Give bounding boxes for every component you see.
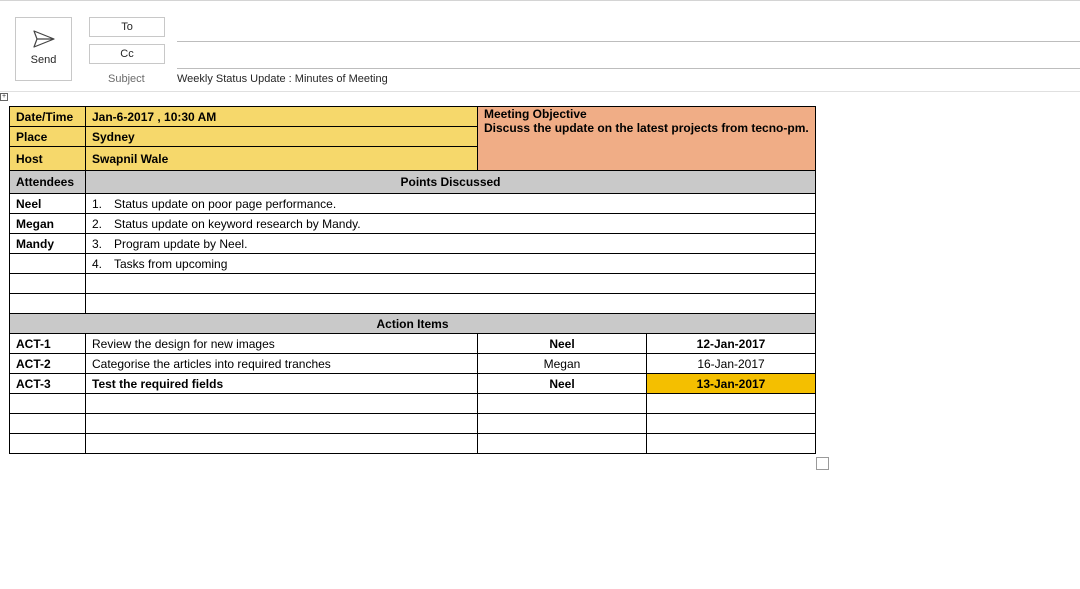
action-id: ACT-3: [10, 374, 86, 394]
table-row: [10, 194, 816, 214]
place-label: Place: [10, 127, 86, 147]
date-value: Jan-6-2017 , 10:30 AM: [86, 107, 478, 127]
to-field[interactable]: [177, 41, 1080, 42]
point-item: 3. Program update by Neel.: [86, 234, 816, 254]
date-label: Date/Time: [10, 107, 86, 127]
objective-text: Discuss the update on the latest projects from tecno-pm.: [484, 121, 809, 135]
attendee-name: Neel: [10, 194, 86, 214]
empty-row: [10, 274, 816, 294]
empty-row: [10, 394, 816, 414]
table-row: [10, 254, 816, 274]
cc-field[interactable]: [177, 68, 1080, 69]
cc-button[interactable]: Cc: [89, 44, 165, 64]
action-row: [10, 374, 816, 394]
table-row: [10, 234, 816, 254]
send-button[interactable]: [15, 17, 72, 81]
send-label: Send: [30, 54, 57, 66]
send-icon: [33, 30, 55, 48]
action-task: Test the required fields: [86, 374, 478, 394]
action-date: 12-Jan-2017: [647, 334, 816, 354]
table-row: [10, 214, 816, 234]
point-item: 2. Status update on keyword research by Mandy.: [86, 214, 816, 234]
action-id: ACT-1: [10, 334, 86, 354]
attendee-name: Megan: [10, 214, 86, 234]
header-divider: [0, 91, 1080, 92]
action-owner: Megan: [478, 354, 647, 374]
action-date: 16-Jan-2017: [647, 354, 816, 374]
attendees-header: Attendees: [10, 171, 86, 194]
point-item: 1. Status update on poor page performance.: [86, 194, 816, 214]
attendee-name: [10, 254, 86, 274]
point-item: 4. Tasks from upcoming: [86, 254, 816, 274]
host-label: Host: [10, 147, 86, 171]
empty-row: [10, 414, 816, 434]
host-value: Swapnil Wale: [86, 147, 478, 171]
to-button[interactable]: To: [89, 17, 165, 37]
subject-input[interactable]: Weekly Status Update : Minutes of Meeting: [177, 73, 388, 85]
action-items-header: Action Items: [10, 314, 816, 334]
table-move-handle-icon[interactable]: +: [1, 93, 7, 100]
action-owner: Neel: [478, 374, 647, 394]
action-id: ACT-2: [10, 354, 86, 374]
action-row: [10, 354, 816, 374]
action-row: [10, 334, 816, 354]
place-value: Sydney: [86, 127, 478, 147]
action-task: Review the design for new images: [86, 334, 478, 354]
action-owner: Neel: [478, 334, 647, 354]
empty-row: [10, 294, 816, 314]
table-resize-handle[interactable]: [816, 457, 829, 470]
action-date: 13-Jan-2017: [647, 374, 816, 394]
empty-row: [10, 434, 816, 454]
attendee-name: Mandy: [10, 234, 86, 254]
window-top-border: [0, 0, 1080, 1]
subject-label: Subject: [108, 73, 145, 85]
points-header: Points Discussed: [86, 171, 816, 194]
objective-title: Meeting Objective: [484, 107, 587, 121]
minutes-table: [9, 106, 816, 454]
objective-cell: [478, 107, 816, 171]
action-task: Categorise the articles into required tranches: [86, 354, 478, 374]
